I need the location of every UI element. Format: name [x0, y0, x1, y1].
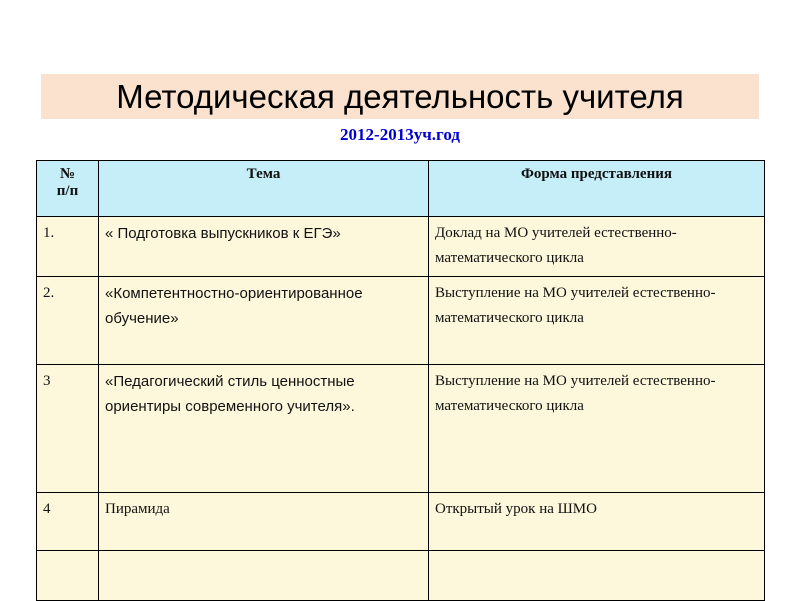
page-title: Методическая деятельность учителя: [116, 78, 684, 115]
header-form: Форма представления: [429, 161, 765, 217]
table-header-row: [37, 161, 765, 217]
row-number: 1.: [37, 217, 99, 277]
row-topic: Пирамида: [99, 493, 429, 551]
table-row: [37, 277, 765, 365]
activities-table: [36, 160, 765, 601]
school-year-subtitle: 2012-2013уч.год: [340, 125, 460, 144]
row-number: [37, 551, 99, 601]
table-row: [37, 551, 765, 601]
row-number: 4: [37, 493, 99, 551]
row-topic: «Компетентностно-ориентированное обучение»: [99, 277, 429, 365]
row-form: Выступление на МО учителей естественно-математического цикла: [429, 277, 765, 365]
row-number: 3: [37, 365, 99, 493]
row-form: [429, 551, 765, 601]
header-num: № п/п: [37, 161, 99, 217]
row-topic: [99, 551, 429, 601]
row-form: Открытый урок на ШМО: [429, 493, 765, 551]
table-row: [37, 493, 765, 551]
row-form: Доклад на МО учителей естественно-математического цикла: [429, 217, 765, 277]
header-topic: Тема: [99, 161, 429, 217]
row-topic: «Педагогический стиль ценностные ориентиры современного учителя».: [99, 365, 429, 493]
row-topic: « Подготовка выпускников к ЕГЭ»: [99, 217, 429, 277]
table-row: [37, 365, 765, 493]
row-form: Выступление на МО учителей естественно-математического цикла: [429, 365, 765, 493]
table-row: [37, 217, 765, 277]
row-number: 2.: [37, 277, 99, 365]
